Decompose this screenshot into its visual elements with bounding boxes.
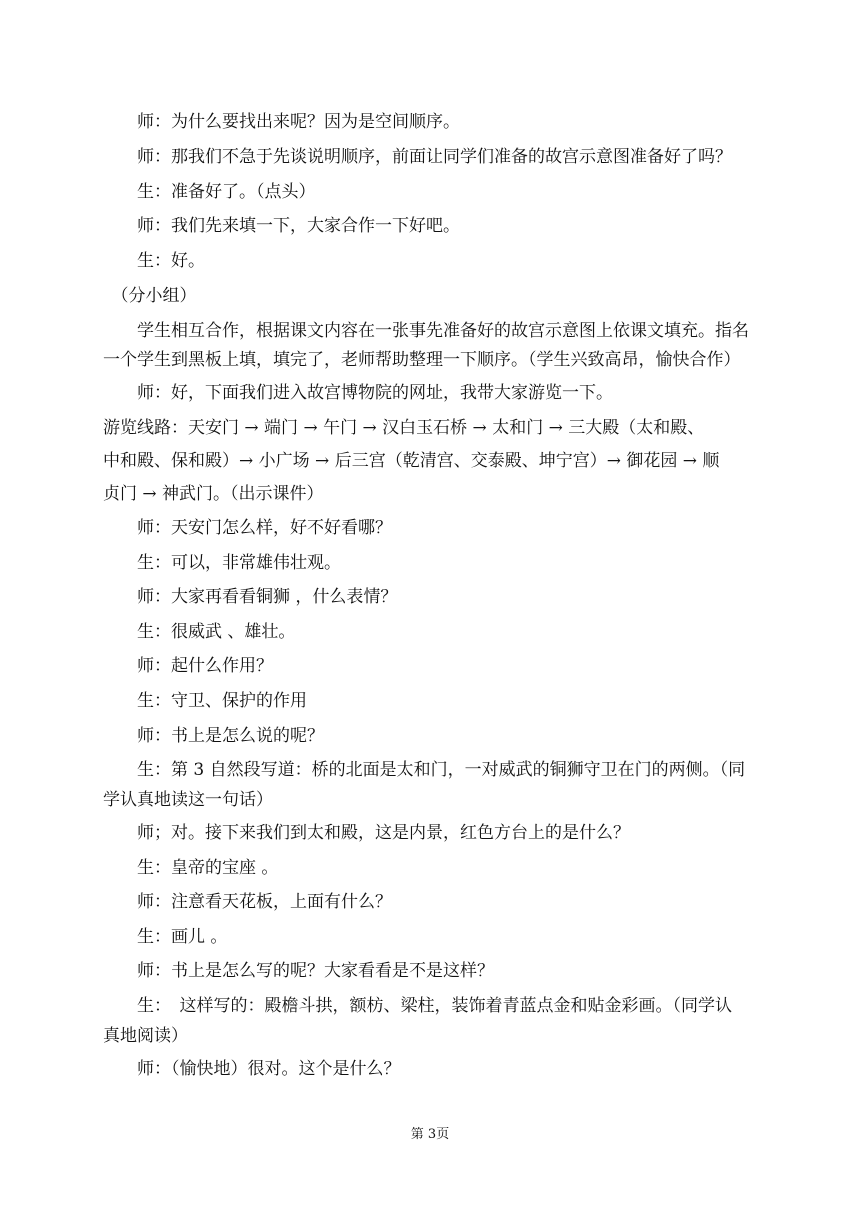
text-line: 生：好。 [103,251,205,271]
text-line: 师：（愉快地）很对。这个是什么？ [103,1059,401,1079]
text-line: 生：皇帝的宝座 。 [103,858,279,878]
text-line: 师；对。接下来我们到太和殿，这是内景，红色方台上的是什么？ [103,823,630,843]
text-line: 生： 这样写的：殿檐斗拱，额枋、梁柱，装饰着青蓝点金和贴金彩画。（同学认 [103,996,732,1016]
text-line: （分小组） [103,286,197,306]
text-line: 生：准备好了。（点头） [103,182,316,202]
text-line: 生：画儿 。 [103,927,228,947]
text-line: 学生相互合作，根据课文内容在一张事先准备好的故宫示意图上依课文填充。指名 [103,321,749,341]
text-line: 学认真地读这一句话） [103,790,273,810]
text-line: 师：书上是怎么写的呢？大家看看是不是这样？ [103,961,494,981]
text-line: 师：注意看天花板，上面有什么？ [103,892,392,912]
text-line: 一个学生到黑板上填，填完了，老师帮助整理一下顺序。（学生兴致高昂，愉快合作） [103,350,741,370]
text-line: 师：那我们不急于先谈说明顺序，前面让同学们准备的故宫示意图准备好了吗？ [103,147,732,167]
text-line: 贞门 → 神武门。（出示课件） [103,484,324,504]
text-line: 游览线路：天安门 → 端门 → 午门 → 汉白玉石桥 → 太和门 → 三大殿（太和殿、 [103,418,705,438]
text-line: 师：大家再看看铜狮 ，什么表情？ [103,587,398,607]
text-line: 生：第 3 自然段写道：桥的北面是太和门，一对威武的铜狮守卫在门的两侧。（同 [103,760,746,780]
text-line: 中和殿、保和殿）→ 小广场 → 后三宫（乾清宫、交泰殿、坤宁宫）→ 御花园 → 顺 [103,451,720,471]
text-line: 师：书上是怎么说的呢？ [103,726,324,746]
text-line: 师：起什么作用？ [103,656,273,676]
text-line: 师：天安门怎么样，好不好看哪？ [103,518,392,538]
text-line: 师：好，下面我们进入故宫博物院的网址，我带大家游览一下。 [103,383,613,403]
page-number: 第 3页 [410,1127,450,1142]
text-line: 师：为什么要找出来呢？因为是空间顺序。 [103,112,460,132]
text-line: 生：守卫、保护的作用 [103,691,307,711]
text-line: 生：可以，非常雄伟壮观。 [103,553,341,573]
text-line: 师：我们先来填一下，大家合作一下好吧。 [103,216,460,236]
text-line: 真地阅读） [103,1026,188,1046]
text-line: 生：很威武 、雄壮。 [103,622,296,642]
